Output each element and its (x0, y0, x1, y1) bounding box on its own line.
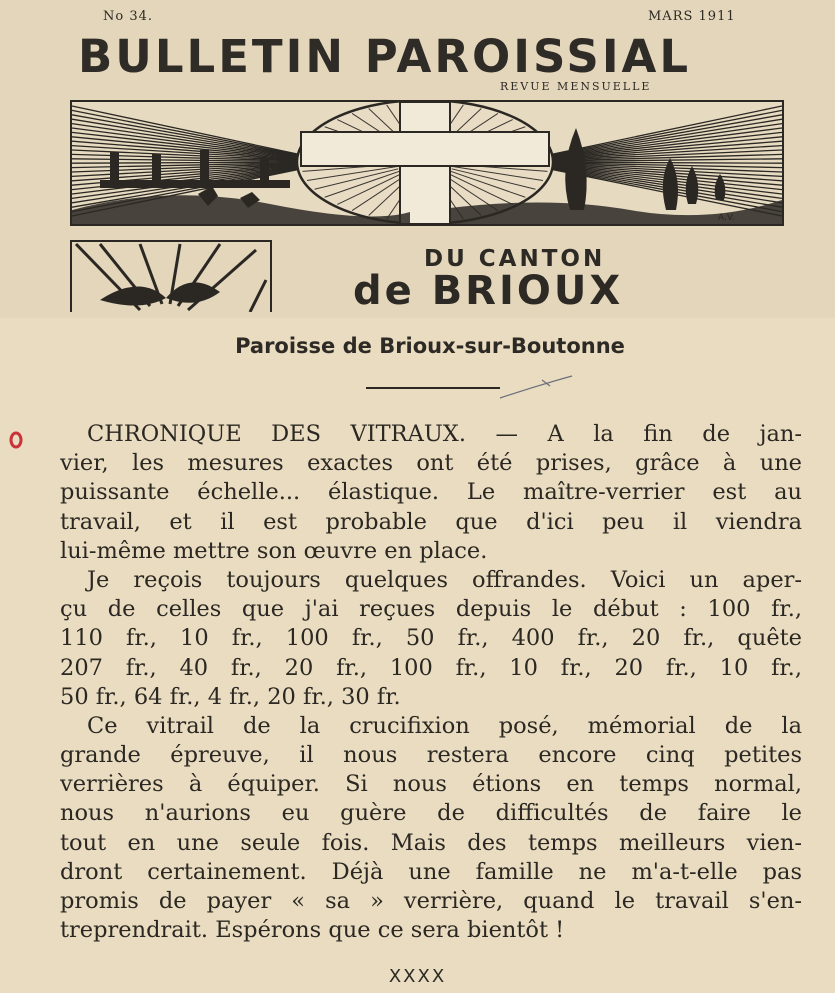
text-line: vier, les mesures exactes ont été prises, grâce à une (60, 450, 802, 477)
end-mark: XXXX (388, 966, 447, 987)
masthead (0, 0, 835, 318)
text-line: 110 fr., 10 fr., 100 fr., 50 fr., 400 fr., 20 fr., quête (60, 625, 802, 652)
issue-number: No 34. (103, 9, 154, 24)
text-line: 50 fr., 64 fr., 4 fr., 20 fr., 30 fr. (60, 683, 401, 710)
text-line: promis de payer « sa » verrière, quand le travail s'en- (60, 888, 802, 914)
parish-heading: Paroisse de Brioux-sur-Boutonne (235, 334, 625, 358)
text-line: CHRONIQUE DES VITRAUX. — A la fin de jan- (87, 421, 802, 447)
text-line: treprendrait. Espérons que ce sera bientôt ! (60, 917, 565, 944)
text-line: verrières à équiper. Si nous étions en temps normal, (60, 771, 802, 798)
text-line: tout en une seule fois. Mais des temps meilleurs vien- (60, 829, 802, 856)
bulletin-subtitle: REVUE MENSUELLE (500, 80, 652, 93)
issue-date: MARS 1911 (648, 9, 736, 24)
text-line: lui-même mettre son œuvre en place. (60, 537, 488, 564)
text-line: Je reçois toujours quelques offrandes. Voici un aper- (87, 566, 802, 593)
text-line: puissante échelle... élastique. Le maître-verrier est au (60, 479, 802, 506)
text-line: grande épreuve, il nous restera encore cinq petites (60, 742, 802, 769)
cross-sunrise-illustration (70, 100, 784, 226)
canton-line: DU CANTON (424, 246, 606, 272)
illustration-signature: A.V. (718, 213, 735, 223)
text-line: travail, et il est probable que d'ici peu il viendra (60, 508, 802, 535)
text-line: çu de celles que j'ai reçues depuis le début : 100 fr., (60, 596, 802, 623)
text-line: Ce vitrail de la crucifixion posé, mémorial de la (87, 712, 802, 739)
text-line: 207 fr., 40 fr., 20 fr., 100 fr., 10 fr., 20 fr., 10 fr., (60, 654, 802, 681)
heading-rule (366, 372, 576, 402)
text-line: nous n'aurions eu guère de difficultés de faire le (60, 800, 802, 827)
article-body (60, 420, 802, 945)
text-line: dront certainement. Déjà une famille ne m'a-t-elle pas (60, 858, 802, 885)
bulletin-title: BULLETIN PAROISSIAL (78, 30, 692, 83)
corner-leaf-ornament (70, 240, 272, 312)
red-ink-mark (8, 430, 24, 450)
place-line: de BRIOUX (353, 268, 624, 314)
